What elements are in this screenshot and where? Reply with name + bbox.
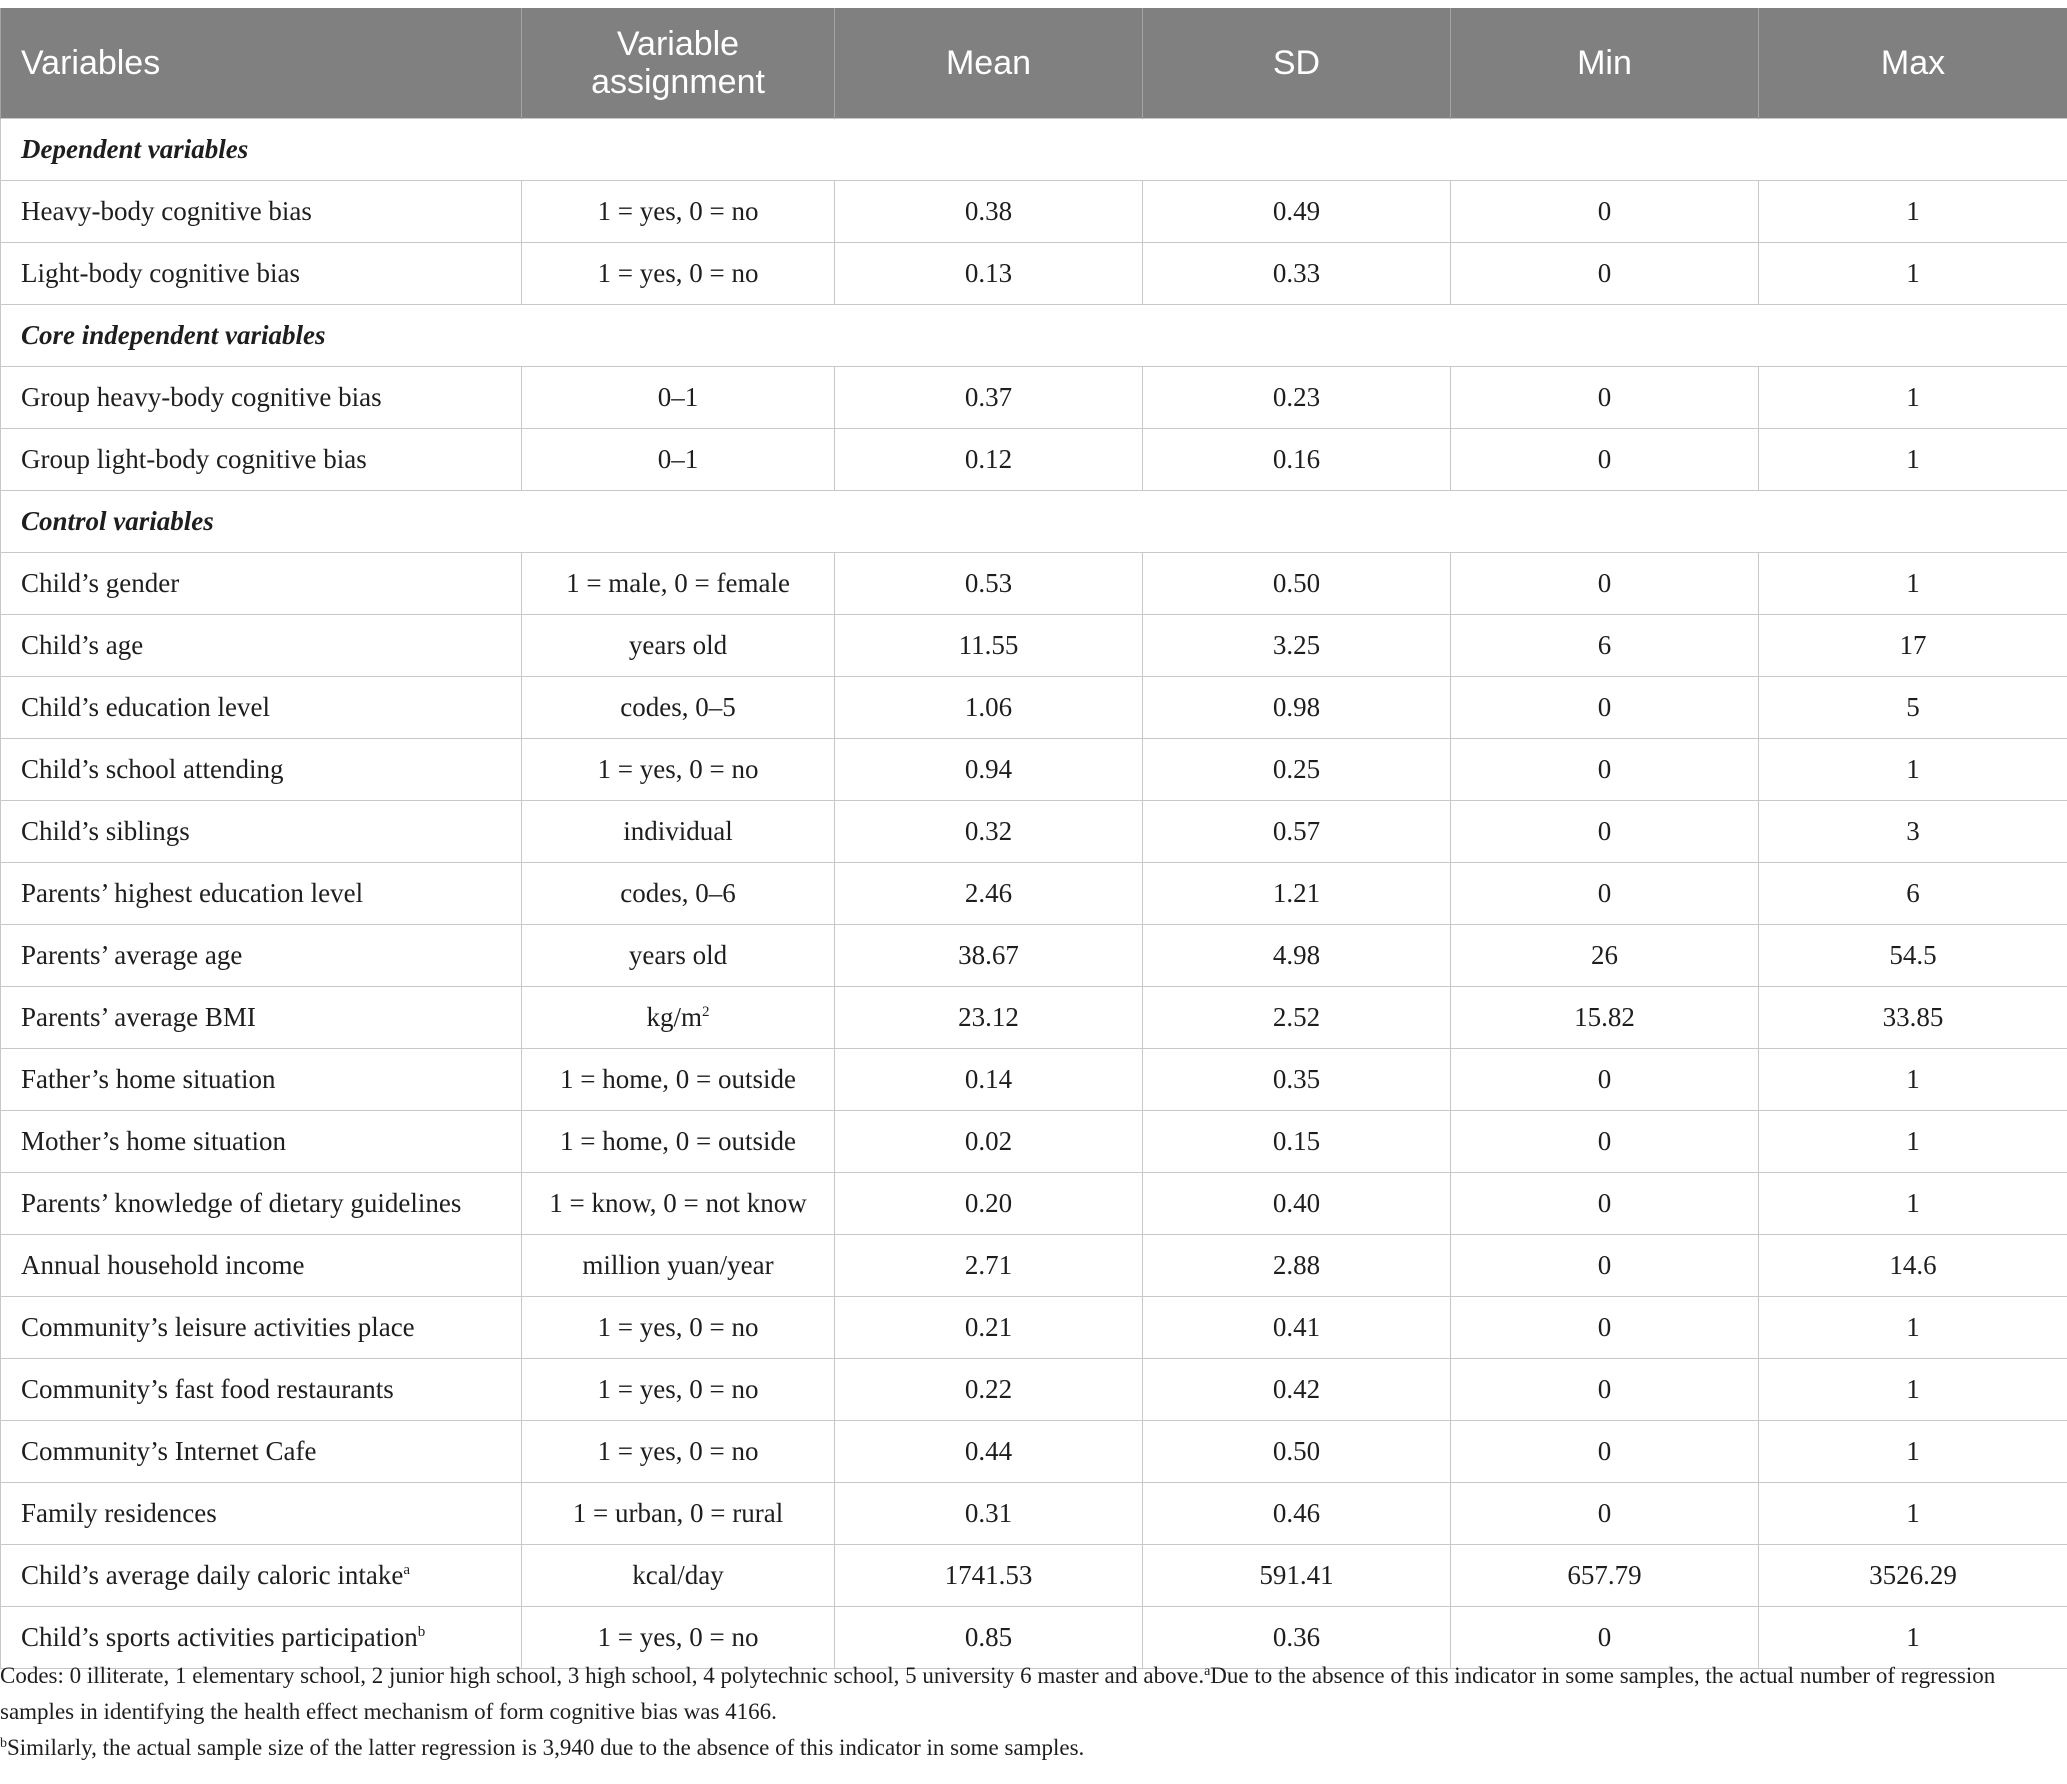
variable-name: Parents’ average age xyxy=(21,940,243,970)
unit-exponent: 2 xyxy=(702,1004,710,1020)
variable-name-cell xyxy=(1,1483,522,1545)
variable-assignment: years old xyxy=(628,630,728,660)
sd-cell: 0.25 xyxy=(1143,739,1451,801)
mean-cell: 0.20 xyxy=(835,1173,1143,1235)
variable-assignment-cell xyxy=(522,1173,835,1235)
min-cell: 0 xyxy=(1451,1235,1759,1297)
table-row xyxy=(1,1359,2067,1421)
max-cell: 1 xyxy=(1759,1483,2067,1545)
footnote-marker: b xyxy=(417,1624,426,1640)
variable-name: Child’s school attending xyxy=(21,754,284,784)
mean-cell: 2.71 xyxy=(835,1235,1143,1297)
max-cell: 1 xyxy=(1759,553,2067,615)
max-cell: 1 xyxy=(1759,1297,2067,1359)
variable-name: Mother’s home situation xyxy=(21,1126,286,1156)
variable-name-cell xyxy=(1,429,522,491)
variable-name-cell xyxy=(1,1297,522,1359)
variable-assignment-cell xyxy=(522,181,835,243)
max-cell: 14.6 xyxy=(1759,1235,2067,1297)
mean-cell: 0.37 xyxy=(835,367,1143,429)
variable-assignment-cell xyxy=(522,1049,835,1111)
mean-cell: 23.12 xyxy=(835,987,1143,1049)
sd-cell: 0.46 xyxy=(1143,1483,1451,1545)
mean-cell: 38.67 xyxy=(835,925,1143,987)
max-cell: 1 xyxy=(1759,367,2067,429)
variable-assignment: 1 = yes, 0 = no xyxy=(597,1436,759,1466)
variable-assignment: 1 = home, 0 = outside xyxy=(560,1126,796,1156)
variable-assignment-cell xyxy=(522,925,835,987)
sd-cell: 0.23 xyxy=(1143,367,1451,429)
max-cell: 3 xyxy=(1759,801,2067,863)
variable-name-cell xyxy=(1,739,522,801)
variable-name-cell xyxy=(1,1173,522,1235)
min-cell: 0 xyxy=(1451,739,1759,801)
sd-cell: 0.36 xyxy=(1143,1607,1451,1669)
sd-cell: 0.98 xyxy=(1143,677,1451,739)
variable-name: Parents’ knowledge of dietary guidelines xyxy=(21,1188,462,1218)
variable-name: Child’s gender xyxy=(21,568,180,598)
variable-name-cell xyxy=(1,615,522,677)
variable-assignment-cell xyxy=(522,739,835,801)
min-cell: 0 xyxy=(1451,1421,1759,1483)
variable-name: Group light-body cognitive bias xyxy=(21,444,367,474)
variable-name-cell xyxy=(1,925,522,987)
footnote-b xyxy=(0,1730,2060,1766)
footnote-b-text: Similarly, the actual sample size of the latter regression is 3,940 due to the absence of this indicator in some samples. xyxy=(7,1735,1085,1760)
sd-cell: 3.25 xyxy=(1143,615,1451,677)
variable-assignment-cell xyxy=(522,553,835,615)
mean-cell: 0.21 xyxy=(835,1297,1143,1359)
variable-name-cell xyxy=(1,863,522,925)
variable-assignment: 1 = yes, 0 = no xyxy=(597,1622,759,1652)
table-row xyxy=(1,739,2067,801)
max-cell: 1 xyxy=(1759,1173,2067,1235)
mean-cell: 0.02 xyxy=(835,1111,1143,1173)
variable-assignment-cell xyxy=(522,1297,835,1359)
variable-assignment: 0–1 xyxy=(657,382,699,412)
variable-assignment: 1 = know, 0 = not know xyxy=(549,1188,807,1218)
min-cell: 0 xyxy=(1451,1111,1759,1173)
summary-statistics-table xyxy=(0,8,2067,1669)
variable-assignment: 1 = yes, 0 = no xyxy=(597,754,759,784)
variable-assignment-cell xyxy=(522,615,835,677)
section-title: Core independent variables xyxy=(1,305,2067,367)
column-header-variables: Variables xyxy=(1,8,522,119)
mean-cell: 0.22 xyxy=(835,1359,1143,1421)
max-cell: 1 xyxy=(1759,739,2067,801)
variable-assignment: codes, 0–6 xyxy=(620,878,736,908)
footnote-marker: a xyxy=(403,1562,411,1578)
max-cell: 1 xyxy=(1759,1421,2067,1483)
footnote-a-text: Due to the absence of this indicator in some samples, the actual number of regression samples in identifying the health effect mechanism of form cognitive bias was 4166. xyxy=(0,1663,1996,1724)
footnote-codes-text: Codes: 0 illiterate, 1 elementary school, 2 junior high school, 3 high school, 4 polytechnic school, 5 university 6 master and above. xyxy=(0,1663,1205,1688)
table-row xyxy=(1,987,2067,1049)
variable-name: Community’s leisure activities place xyxy=(21,1312,415,1342)
min-cell: 0 xyxy=(1451,677,1759,739)
table-row xyxy=(1,677,2067,739)
variable-assignment: codes, 0–5 xyxy=(620,692,736,722)
variable-assignment: 1 = male, 0 = female xyxy=(566,568,790,598)
variable-assignment-cell xyxy=(522,1483,835,1545)
section-title: Control variables xyxy=(1,491,2067,553)
footnote-a xyxy=(0,1658,2060,1730)
variable-assignment-cell xyxy=(522,1545,835,1607)
variable-assignment: 0–1 xyxy=(657,444,699,474)
variable-assignment: years old xyxy=(628,940,728,970)
sd-cell: 2.52 xyxy=(1143,987,1451,1049)
variable-assignment-cell xyxy=(522,1421,835,1483)
max-cell: 1 xyxy=(1759,243,2067,305)
max-cell: 3526.29 xyxy=(1759,1545,2067,1607)
max-cell: 33.85 xyxy=(1759,987,2067,1049)
min-cell: 0 xyxy=(1451,367,1759,429)
table-row xyxy=(1,181,2067,243)
sd-cell: 0.15 xyxy=(1143,1111,1451,1173)
variable-assignment: kcal/day xyxy=(632,1560,724,1590)
variable-name: Child’s education level xyxy=(21,692,270,722)
column-header-variable-assignment: Variable assignment xyxy=(522,8,835,119)
variable-name-cell xyxy=(1,553,522,615)
table-row xyxy=(1,367,2067,429)
max-cell: 6 xyxy=(1759,863,2067,925)
sd-cell: 0.16 xyxy=(1143,429,1451,491)
min-cell: 0 xyxy=(1451,243,1759,305)
min-cell: 0 xyxy=(1451,863,1759,925)
variable-assignment: 1 = urban, 0 = rural xyxy=(572,1498,784,1528)
table-row xyxy=(1,243,2067,305)
variable-name-cell xyxy=(1,1421,522,1483)
table-body xyxy=(1,119,2067,1669)
variable-name-cell xyxy=(1,1111,522,1173)
sd-cell: 0.33 xyxy=(1143,243,1451,305)
sd-cell: 2.88 xyxy=(1143,1235,1451,1297)
variable-name-cell xyxy=(1,1235,522,1297)
variable-assignment-cell xyxy=(522,863,835,925)
variable-name: Community’s Internet Cafe xyxy=(21,1436,317,1466)
sd-cell: 4.98 xyxy=(1143,925,1451,987)
column-header-sd: SD xyxy=(1143,8,1451,119)
max-cell: 17 xyxy=(1759,615,2067,677)
mean-cell: 0.94 xyxy=(835,739,1143,801)
max-cell: 1 xyxy=(1759,429,2067,491)
table-row xyxy=(1,925,2067,987)
variable-name: Child’s age xyxy=(21,630,144,660)
mean-cell: 0.85 xyxy=(835,1607,1143,1669)
sd-cell: 591.41 xyxy=(1143,1545,1451,1607)
table-row xyxy=(1,1235,2067,1297)
mean-cell: 0.12 xyxy=(835,429,1143,491)
variable-name-cell xyxy=(1,367,522,429)
sd-cell: 0.41 xyxy=(1143,1297,1451,1359)
variable-assignment-cell xyxy=(522,429,835,491)
variable-name: Heavy-body cognitive bias xyxy=(21,196,312,226)
mean-cell: 0.13 xyxy=(835,243,1143,305)
max-cell: 1 xyxy=(1759,1359,2067,1421)
sd-cell: 1.21 xyxy=(1143,863,1451,925)
min-cell: 15.82 xyxy=(1451,987,1759,1049)
variable-name: Child’s siblings xyxy=(21,816,190,846)
variable-name: Child’s sports activities participation xyxy=(21,1622,418,1652)
sd-cell: 0.50 xyxy=(1143,553,1451,615)
variable-assignment-cell xyxy=(522,367,835,429)
variable-assignment: 1 = yes, 0 = no xyxy=(597,1312,759,1342)
variable-name-cell xyxy=(1,987,522,1049)
variable-name-cell xyxy=(1,243,522,305)
table-footnotes xyxy=(0,1658,2060,1766)
table-row xyxy=(1,1545,2067,1607)
mean-cell: 0.53 xyxy=(835,553,1143,615)
variable-name: Annual household income xyxy=(21,1250,305,1280)
table-row xyxy=(1,553,2067,615)
sd-cell: 0.35 xyxy=(1143,1049,1451,1111)
variable-name: Parents’ highest education level xyxy=(21,878,364,908)
min-cell: 0 xyxy=(1451,1607,1759,1669)
mean-cell: 0.44 xyxy=(835,1421,1143,1483)
sd-cell: 0.40 xyxy=(1143,1173,1451,1235)
column-header-mean: Mean xyxy=(835,8,1143,119)
sd-cell: 0.50 xyxy=(1143,1421,1451,1483)
table-row xyxy=(1,1173,2067,1235)
variable-name-cell xyxy=(1,181,522,243)
table-row xyxy=(1,1111,2067,1173)
table-row xyxy=(1,1297,2067,1359)
mean-cell: 2.46 xyxy=(835,863,1143,925)
section-header-row xyxy=(1,491,2067,553)
sd-cell: 0.42 xyxy=(1143,1359,1451,1421)
max-cell: 54.5 xyxy=(1759,925,2067,987)
variable-name: Family residences xyxy=(21,1498,217,1528)
max-cell: 1 xyxy=(1759,1049,2067,1111)
footnote-a-marker: a xyxy=(1204,1664,1211,1679)
variable-assignment: individual xyxy=(623,816,733,846)
section-header-row xyxy=(1,119,2067,181)
sd-cell: 0.49 xyxy=(1143,181,1451,243)
table-row xyxy=(1,863,2067,925)
min-cell: 26 xyxy=(1451,925,1759,987)
variable-assignment-cell xyxy=(522,677,835,739)
variable-name: Community’s fast food restaurants xyxy=(21,1374,394,1404)
min-cell: 0 xyxy=(1451,1049,1759,1111)
table-row xyxy=(1,801,2067,863)
variable-assignment-cell xyxy=(522,801,835,863)
min-cell: 0 xyxy=(1451,181,1759,243)
mean-cell: 0.31 xyxy=(835,1483,1143,1545)
variable-name: Group heavy-body cognitive bias xyxy=(21,382,382,412)
min-cell: 0 xyxy=(1451,553,1759,615)
variable-assignment-cell xyxy=(522,987,835,1049)
min-cell: 0 xyxy=(1451,429,1759,491)
variable-name: Child’s average daily caloric intake xyxy=(21,1560,404,1590)
variable-assignment: million yuan/year xyxy=(582,1250,774,1280)
variable-assignment: 1 = yes, 0 = no xyxy=(597,1374,759,1404)
variable-name: Father’s home situation xyxy=(21,1064,276,1094)
variable-name-cell xyxy=(1,1049,522,1111)
max-cell: 1 xyxy=(1759,1607,2067,1669)
table-header-row xyxy=(1,8,2067,119)
variable-assignment: 1 = home, 0 = outside xyxy=(560,1064,796,1094)
mean-cell: 0.32 xyxy=(835,801,1143,863)
min-cell: 0 xyxy=(1451,801,1759,863)
footnote-b-marker: b xyxy=(0,1736,7,1751)
variable-assignment: kg/m xyxy=(646,1002,702,1032)
min-cell: 657.79 xyxy=(1451,1545,1759,1607)
variable-assignment-cell xyxy=(522,243,835,305)
variable-name-cell xyxy=(1,677,522,739)
max-cell: 1 xyxy=(1759,1111,2067,1173)
variable-name: Light-body cognitive bias xyxy=(21,258,300,288)
table-row xyxy=(1,1421,2067,1483)
variable-assignment: 1 = yes, 0 = no xyxy=(597,258,759,288)
min-cell: 6 xyxy=(1451,615,1759,677)
min-cell: 0 xyxy=(1451,1173,1759,1235)
min-cell: 0 xyxy=(1451,1483,1759,1545)
variable-assignment: 1 = yes, 0 = no xyxy=(597,196,759,226)
min-cell: 0 xyxy=(1451,1297,1759,1359)
mean-cell: 11.55 xyxy=(835,615,1143,677)
mean-cell: 0.38 xyxy=(835,181,1143,243)
section-header-row xyxy=(1,305,2067,367)
mean-cell: 0.14 xyxy=(835,1049,1143,1111)
mean-cell: 1.06 xyxy=(835,677,1143,739)
section-title: Dependent variables xyxy=(1,119,2067,181)
variable-name-cell xyxy=(1,1545,522,1607)
variable-name-cell xyxy=(1,1359,522,1421)
max-cell: 1 xyxy=(1759,181,2067,243)
variable-assignment-cell xyxy=(522,1111,835,1173)
variable-name: Parents’ average BMI xyxy=(21,1002,256,1032)
variable-assignment-cell xyxy=(522,1235,835,1297)
variable-name-cell xyxy=(1,801,522,863)
table-row xyxy=(1,615,2067,677)
column-header-max: Max xyxy=(1759,8,2067,119)
table-row xyxy=(1,1049,2067,1111)
table-row xyxy=(1,1483,2067,1545)
mean-cell: 1741.53 xyxy=(835,1545,1143,1607)
variable-assignment-cell xyxy=(522,1359,835,1421)
min-cell: 0 xyxy=(1451,1359,1759,1421)
max-cell: 5 xyxy=(1759,677,2067,739)
table-row xyxy=(1,429,2067,491)
column-header-min: Min xyxy=(1451,8,1759,119)
sd-cell: 0.57 xyxy=(1143,801,1451,863)
